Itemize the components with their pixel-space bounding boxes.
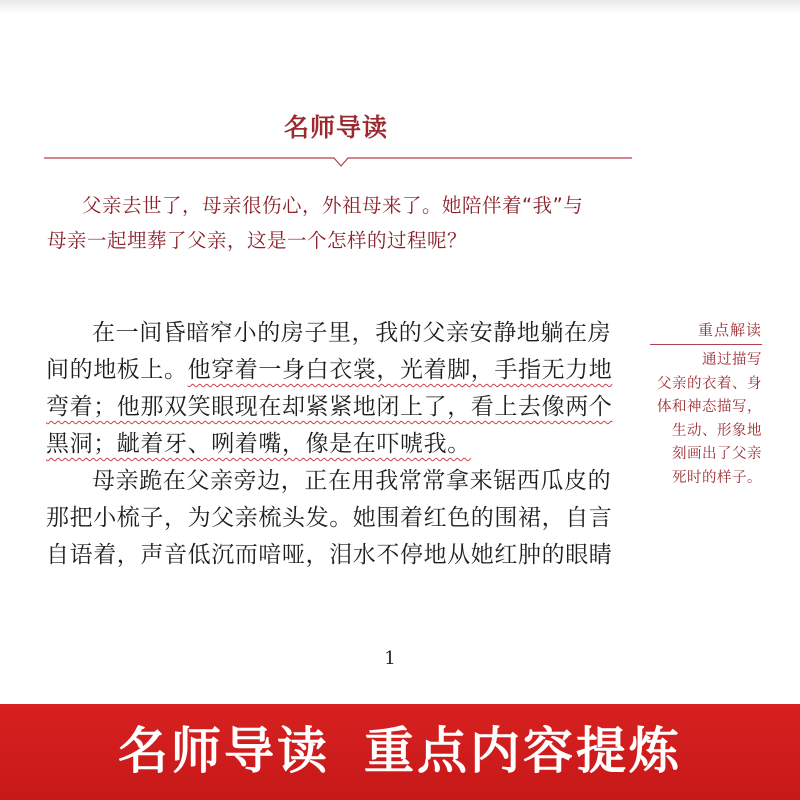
- intro-line: 母亲一起埋葬了父亲，这是一个怎样的过程呢？: [47, 229, 468, 252]
- body-line-plain: 间的地板上。: [46, 357, 188, 383]
- body-line: 母亲跪在父亲旁边，正在用我常常拿来锯西瓜皮的: [92, 468, 612, 494]
- side-note: [650, 318, 762, 490]
- body-line: [46, 389, 636, 426]
- side-note-line: 生动、形象地: [672, 422, 762, 439]
- highlighted-text: 弯着；他那双笑眼现在却紧紧地闭上了，看上去像两个: [46, 394, 613, 420]
- title-divider: [44, 150, 632, 170]
- side-note-title: 重点解读: [650, 318, 762, 345]
- highlighted-text: 黑洞；龇着牙、咧着嘴，像是在吓唬我。: [46, 431, 471, 457]
- body-line: 那把小梳子，为父亲梳头发。她围着红色的围裙，自言: [46, 505, 613, 531]
- page-top-shade: [0, 0, 800, 14]
- section-title: 名师导读: [283, 113, 388, 142]
- intro-text: [47, 188, 637, 258]
- promo-banner: [0, 704, 800, 800]
- banner-left-text: 名师导读: [118, 722, 330, 780]
- intro-line: 父亲去世了，母亲很伤心，外祖母来了。她陪伴着“我”与: [82, 194, 584, 217]
- side-note-line: 死时的样子。: [672, 469, 762, 486]
- body-line: 自语着，声音低沉而喑哑，泪水不停地从她红肿的眼睛: [46, 542, 613, 568]
- page-number: 1: [384, 648, 396, 669]
- body-line: [46, 352, 636, 389]
- side-note-line: 刻画出了父亲: [672, 446, 762, 462]
- side-note-line: 父亲的衣着、身: [657, 375, 762, 392]
- banner-text: [0, 718, 800, 784]
- body-text: [46, 315, 636, 574]
- highlighted-text: 他穿着一身白衣裳，光着脚，手指无力地: [187, 357, 613, 383]
- body-line: 在一间昏暗窄小的房子里，我的父亲安静地躺在房: [92, 320, 612, 346]
- side-note-text: [650, 349, 762, 490]
- banner-right-text: 重点内容提炼: [364, 722, 682, 780]
- side-note-line: 通过描写: [702, 352, 762, 368]
- side-note-line: 体和神态描写，: [657, 399, 762, 415]
- body-line: [46, 426, 636, 463]
